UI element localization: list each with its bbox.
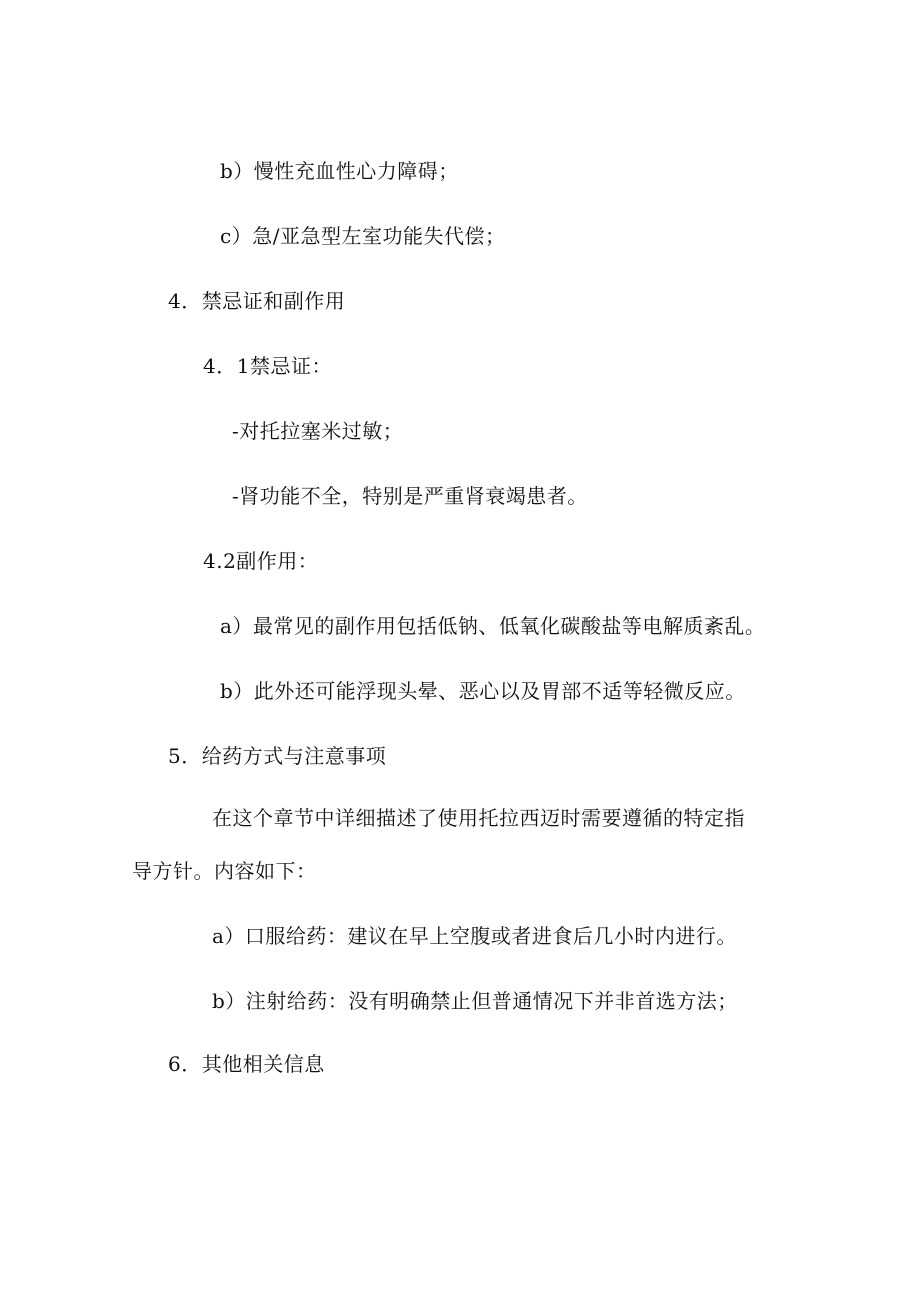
list-item-electrolyte-disorder: a）最常见的副作用包括低钠、低氧化碳酸盐等电解质紊乱。 xyxy=(220,614,766,638)
subsection-heading-contraindications: 4．1禁忌证： xyxy=(203,354,332,378)
subsection-heading-side-effects: 4.2副作用： xyxy=(203,549,319,573)
list-item-mild-reactions: b）此外还可能浮现头晕、恶心以及胃部不适等轻微反应。 xyxy=(220,679,746,703)
paragraph-intro-line-2: 导方针。内容如下： xyxy=(132,859,317,883)
list-item-allergy: -对托拉塞米过敏； xyxy=(232,419,404,443)
section-heading-contraindications: 4．禁忌证和副作用 xyxy=(168,289,346,313)
paragraph-intro-line-1: 在这个章节中详细描述了使用托拉西迈时需要遵循的特定指 xyxy=(212,806,745,830)
list-item-renal-insufficiency: -肾功能不全，特别是严重肾衰竭患者。 xyxy=(232,484,588,508)
list-item-lv-decompensation: c）急/亚急型左室功能失代偿； xyxy=(220,224,506,248)
section-heading-administration: 5．给药方式与注意事项 xyxy=(168,744,387,768)
list-item-injection: b）注射给药：没有明确禁止但普通情况下并非首选方法； xyxy=(212,989,738,1013)
list-item-oral-administration: a）口服给药：建议在早上空腹或者进食后几小时内进行。 xyxy=(212,924,737,948)
section-heading-other-info: 6．其他相关信息 xyxy=(168,1052,325,1076)
list-item-heart-failure: b）慢性充血性心力障碍； xyxy=(220,159,459,183)
